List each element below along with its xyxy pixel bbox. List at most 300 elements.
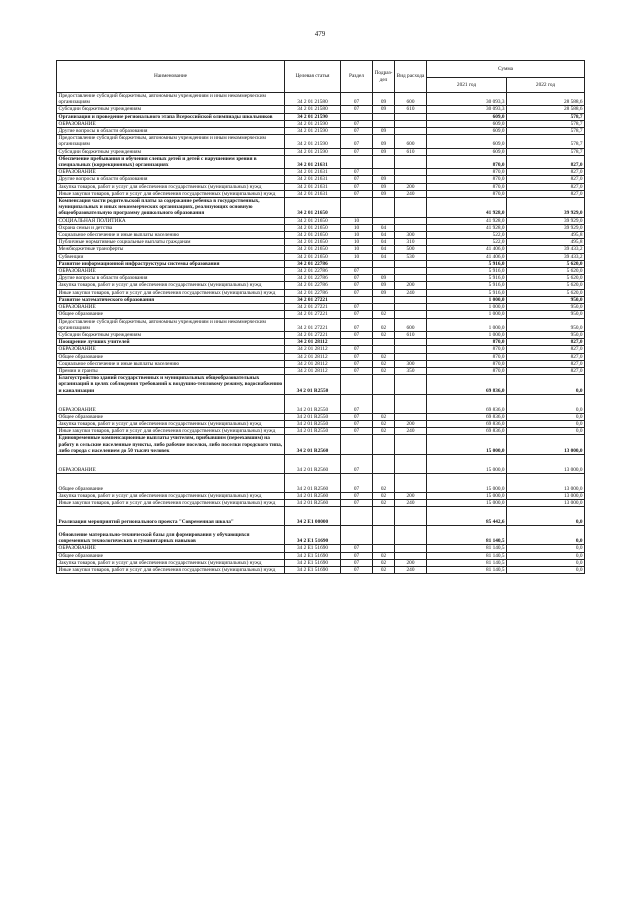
cell-section: 07 bbox=[341, 289, 373, 296]
cell-amount-2021: 15 000,0 bbox=[427, 500, 507, 507]
cell-target-code: 34 2 E1 51690 bbox=[285, 526, 341, 545]
cell-expense-type bbox=[395, 339, 427, 346]
cell-name: Иные закупки товаров, работ и услуг для обеспечения государственных (муниципальных) нужд bbox=[57, 500, 285, 507]
cell-subsection bbox=[373, 526, 395, 545]
header-subsection: Подраз-дел bbox=[373, 61, 395, 93]
cell-subsection: 02 bbox=[373, 492, 395, 499]
cell-target-code: 34 2 E1 51690 bbox=[285, 552, 341, 559]
cell-subsection bbox=[373, 120, 395, 127]
cell-name: Субсидии бюджетным учреждениям bbox=[57, 148, 285, 155]
cell-amount-2022: 5 620,0 bbox=[507, 268, 585, 275]
cell-amount-2022: 39 929,0 bbox=[507, 198, 585, 218]
header-year-2021: 2021 год bbox=[427, 78, 507, 93]
cell-name: Субсидии бюджетным учреждениям bbox=[57, 106, 285, 113]
cell-section: 07 bbox=[341, 346, 373, 353]
header-code: Целевая статья bbox=[285, 61, 341, 93]
cell-expense-type bbox=[395, 413, 427, 420]
cell-section: 07 bbox=[341, 275, 373, 282]
cell-amount-2021: 69 836,0 bbox=[427, 420, 507, 427]
table-row bbox=[57, 106, 585, 113]
cell-expense-type bbox=[395, 552, 427, 559]
table-row bbox=[57, 128, 585, 135]
cell-expense-type: 300 bbox=[395, 232, 427, 239]
cell-amount-2021: 69 836,0 bbox=[427, 428, 507, 435]
table-row bbox=[57, 224, 585, 231]
cell-section: 07 bbox=[341, 360, 373, 367]
cell-name: Благоустройство зданий государственных и муниципальных общеобразовательных организаций в целях соблюдения требований к воздушно-тепловому режиму, водоснабжению и канализации bbox=[57, 375, 285, 395]
cell-amount-2022: 827,0 bbox=[507, 169, 585, 176]
cell-amount-2021: 41 928,0 bbox=[427, 224, 507, 231]
cell-expense-type: 200 bbox=[395, 492, 427, 499]
cell-name: ОБРАЗОВАНИЕ bbox=[57, 454, 285, 473]
table-row bbox=[57, 275, 585, 282]
cell-subsection bbox=[373, 217, 395, 224]
cell-amount-2021: 15 000,0 bbox=[427, 454, 507, 473]
cell-expense-type: 310 bbox=[395, 239, 427, 246]
cell-name: ОБРАЗОВАНИЕ bbox=[57, 304, 285, 311]
cell-section: 10 bbox=[341, 246, 373, 253]
cell-section: 07 bbox=[341, 545, 373, 552]
cell-amount-2022: 13 000,0 bbox=[507, 473, 585, 492]
cell-name: Закупка товаров, работ и услуг для обеспечения государственных (муниципальных) нужд bbox=[57, 492, 285, 499]
cell-amount-2021: 15 000,0 bbox=[427, 492, 507, 499]
cell-target-code: 34 2 01 R2550 bbox=[285, 428, 341, 435]
cell-amount-2021: 81 140,5 bbox=[427, 559, 507, 566]
cell-subsection: 09 bbox=[373, 106, 395, 113]
cell-target-code: 34 2 01 28112 bbox=[285, 360, 341, 367]
cell-target-code: 34 2 01 R2560 bbox=[285, 454, 341, 473]
cell-subsection bbox=[373, 346, 395, 353]
cell-target-code: 34 2 01 27221 bbox=[285, 304, 341, 311]
table-row bbox=[57, 492, 585, 499]
cell-name: Развитие математического образования bbox=[57, 296, 285, 303]
cell-name: Социальное обеспечение и иные выплаты населению bbox=[57, 360, 285, 367]
cell-subsection bbox=[373, 169, 395, 176]
cell-amount-2022: 950,0 bbox=[507, 304, 585, 311]
cell-amount-2022: 827,0 bbox=[507, 176, 585, 183]
cell-target-code: 34 2 01 28112 bbox=[285, 346, 341, 353]
cell-section: 07 bbox=[341, 169, 373, 176]
cell-expense-type bbox=[395, 435, 427, 455]
cell-subsection: 04 bbox=[373, 239, 395, 246]
cell-name: Субсидии бюджетным учреждениям bbox=[57, 331, 285, 338]
cell-amount-2022: 39 929,0 bbox=[507, 217, 585, 224]
cell-amount-2021: 1 000,0 bbox=[427, 304, 507, 311]
cell-section: 07 bbox=[341, 93, 373, 106]
cell-expense-type bbox=[395, 224, 427, 231]
cell-amount-2022: 827,0 bbox=[507, 339, 585, 346]
cell-name: Организация и проведение регионального этапа Всероссийской олимпиады школьников bbox=[57, 113, 285, 120]
table-row bbox=[57, 253, 585, 260]
cell-expense-type bbox=[395, 304, 427, 311]
cell-target-code: 34 2 E1 51690 bbox=[285, 545, 341, 552]
cell-target-code: 34 2 E1 51690 bbox=[285, 566, 341, 573]
cell-section: 07 bbox=[341, 268, 373, 275]
cell-section: 10 bbox=[341, 253, 373, 260]
cell-section: 10 bbox=[341, 239, 373, 246]
cell-target-code: 34 2 01 R2550 bbox=[285, 413, 341, 420]
cell-amount-2021: 870,0 bbox=[427, 183, 507, 190]
cell-name: Межбюджетные трансферты bbox=[57, 246, 285, 253]
cell-expense-type bbox=[395, 507, 427, 526]
cell-amount-2022: 0,0 bbox=[507, 375, 585, 395]
cell-expense-type bbox=[395, 120, 427, 127]
cell-section: 07 bbox=[341, 473, 373, 492]
cell-target-code: 34 2 01 R2560 bbox=[285, 473, 341, 492]
table-row bbox=[57, 311, 585, 318]
cell-name: Охрана семьи и детства bbox=[57, 224, 285, 231]
cell-amount-2021: 870,0 bbox=[427, 176, 507, 183]
cell-amount-2022: 578,7 bbox=[507, 128, 585, 135]
header-sum: Сумма bbox=[427, 61, 585, 78]
cell-section: 07 bbox=[341, 394, 373, 413]
table-row bbox=[57, 394, 585, 413]
cell-section: 07 bbox=[341, 304, 373, 311]
table-row bbox=[57, 183, 585, 190]
cell-subsection: 09 bbox=[373, 176, 395, 183]
cell-section: 07 bbox=[341, 367, 373, 374]
cell-amount-2021: 1 000,0 bbox=[427, 331, 507, 338]
cell-name: ОБРАЗОВАНИЕ bbox=[57, 268, 285, 275]
cell-subsection: 04 bbox=[373, 246, 395, 253]
cell-subsection: 02 bbox=[373, 552, 395, 559]
cell-name: Общее образование bbox=[57, 311, 285, 318]
cell-amount-2022: 495,8 bbox=[507, 239, 585, 246]
cell-subsection: 02 bbox=[373, 360, 395, 367]
cell-name: Компенсация части родительской платы за содержание ребенка в государственных, муниципальных и иных некоммерческих организациях, реализующих основную общеобразовательную программу дошкольного образования bbox=[57, 198, 285, 218]
cell-amount-2022: 13 000,0 bbox=[507, 500, 585, 507]
cell-amount-2022: 827,0 bbox=[507, 155, 585, 168]
cell-amount-2021: 81 140,5 bbox=[427, 566, 507, 573]
cell-name: Субвенции bbox=[57, 253, 285, 260]
cell-section: 07 bbox=[341, 176, 373, 183]
cell-section: 07 bbox=[341, 106, 373, 113]
cell-expense-type bbox=[395, 128, 427, 135]
table-row bbox=[57, 413, 585, 420]
table-row bbox=[57, 566, 585, 573]
cell-amount-2021: 5 916,0 bbox=[427, 260, 507, 267]
cell-amount-2022: 0,0 bbox=[507, 526, 585, 545]
cell-amount-2022: 950,0 bbox=[507, 331, 585, 338]
cell-target-code: 34 2 01 21650 bbox=[285, 253, 341, 260]
table-row bbox=[57, 559, 585, 566]
cell-amount-2021: 5 916,0 bbox=[427, 268, 507, 275]
cell-name: Премии и гранты bbox=[57, 367, 285, 374]
cell-name: Общее образование bbox=[57, 552, 285, 559]
cell-subsection bbox=[373, 507, 395, 526]
cell-target-code: 34 2 01 21580 bbox=[285, 93, 341, 106]
cell-subsection: 09 bbox=[373, 275, 395, 282]
cell-amount-2022: 39 433,2 bbox=[507, 253, 585, 260]
cell-name: ОБРАЗОВАНИЕ bbox=[57, 346, 285, 353]
cell-amount-2022: 13 000,0 bbox=[507, 454, 585, 473]
header-type: Вид расхода bbox=[395, 61, 427, 93]
cell-subsection: 02 bbox=[373, 559, 395, 566]
cell-name: Общее образование bbox=[57, 413, 285, 420]
table-row bbox=[57, 552, 585, 559]
cell-expense-type bbox=[395, 176, 427, 183]
cell-target-code: 34 2 01 22786 bbox=[285, 282, 341, 289]
cell-amount-2021: 609,0 bbox=[427, 113, 507, 120]
cell-target-code: 34 2 01 21650 bbox=[285, 198, 341, 218]
cell-amount-2022: 13 000,0 bbox=[507, 492, 585, 499]
table-row bbox=[57, 176, 585, 183]
cell-subsection bbox=[373, 268, 395, 275]
table-row bbox=[57, 246, 585, 253]
table-row bbox=[57, 113, 585, 120]
cell-section: 07 bbox=[341, 128, 373, 135]
cell-amount-2021: 522,0 bbox=[427, 232, 507, 239]
cell-name: Обновление материально-технической базы для формирования у обучающихся современных технологических и гуманитарных навыков bbox=[57, 526, 285, 545]
cell-amount-2021: 81 140,5 bbox=[427, 526, 507, 545]
cell-expense-type: 240 bbox=[395, 566, 427, 573]
cell-subsection: 09 bbox=[373, 183, 395, 190]
table-row bbox=[57, 428, 585, 435]
cell-expense-type bbox=[395, 353, 427, 360]
cell-amount-2021: 30 093,3 bbox=[427, 93, 507, 106]
table-row bbox=[57, 454, 585, 473]
cell-amount-2021: 30 093,3 bbox=[427, 106, 507, 113]
cell-subsection: 04 bbox=[373, 232, 395, 239]
cell-expense-type: 530 bbox=[395, 253, 427, 260]
cell-expense-type bbox=[395, 155, 427, 168]
cell-section: 07 bbox=[341, 552, 373, 559]
cell-expense-type bbox=[395, 473, 427, 492]
cell-target-code: 34 2 01 21650 bbox=[285, 246, 341, 253]
cell-amount-2022: 0,0 bbox=[507, 507, 585, 526]
cell-expense-type: 600 bbox=[395, 135, 427, 148]
cell-amount-2022: 827,0 bbox=[507, 353, 585, 360]
table-row bbox=[57, 375, 585, 395]
table-row bbox=[57, 339, 585, 346]
table-row bbox=[57, 282, 585, 289]
cell-expense-type bbox=[395, 260, 427, 267]
cell-expense-type: 600 bbox=[395, 318, 427, 331]
cell-expense-type: 500 bbox=[395, 246, 427, 253]
cell-subsection: 09 bbox=[373, 190, 395, 197]
cell-subsection: 09 bbox=[373, 128, 395, 135]
cell-name: Общее образование bbox=[57, 353, 285, 360]
cell-target-code: 34 2 01 21631 bbox=[285, 190, 341, 197]
cell-subsection bbox=[373, 394, 395, 413]
cell-expense-type bbox=[395, 526, 427, 545]
cell-amount-2022: 0,0 bbox=[507, 428, 585, 435]
cell-name: Предоставление субсидий бюджетным, автономным учреждениям и иным некоммерческим организациям bbox=[57, 93, 285, 106]
cell-amount-2022: 0,0 bbox=[507, 545, 585, 552]
cell-section: 07 bbox=[341, 331, 373, 338]
cell-target-code: 34 2 01 21590 bbox=[285, 135, 341, 148]
cell-amount-2021: 41 406,0 bbox=[427, 246, 507, 253]
table-row bbox=[57, 135, 585, 148]
cell-amount-2022: 13 000,0 bbox=[507, 435, 585, 455]
cell-subsection bbox=[373, 198, 395, 218]
cell-section: 07 bbox=[341, 566, 373, 573]
cell-amount-2021: 870,0 bbox=[427, 190, 507, 197]
cell-amount-2021: 609,0 bbox=[427, 120, 507, 127]
cell-target-code: 34 2 01 21650 bbox=[285, 217, 341, 224]
cell-subsection: 04 bbox=[373, 253, 395, 260]
cell-target-code: 34 2 01 22786 bbox=[285, 289, 341, 296]
cell-amount-2021: 41 928,0 bbox=[427, 217, 507, 224]
cell-target-code: 34 2 01 21650 bbox=[285, 224, 341, 231]
table-row bbox=[57, 198, 585, 218]
cell-section: 07 bbox=[341, 559, 373, 566]
cell-subsection bbox=[373, 304, 395, 311]
cell-amount-2021: 5 916,0 bbox=[427, 282, 507, 289]
cell-amount-2022: 39 929,0 bbox=[507, 224, 585, 231]
cell-name: Закупка товаров, работ и услуг для обеспечения государственных (муниципальных) нужд bbox=[57, 559, 285, 566]
cell-target-code: 34 2 01 21650 bbox=[285, 239, 341, 246]
cell-expense-type: 610 bbox=[395, 106, 427, 113]
cell-name: Развитие информационной инфраструктуры системы образования bbox=[57, 260, 285, 267]
cell-section bbox=[341, 507, 373, 526]
cell-name: Закупка товаров, работ и услуг для обеспечения государственных (муниципальных) нужд bbox=[57, 282, 285, 289]
cell-target-code: 34 2 01 R2550 bbox=[285, 420, 341, 427]
cell-target-code: 34 2 01 R2560 bbox=[285, 500, 341, 507]
cell-target-code: 34 2 01 22786 bbox=[285, 275, 341, 282]
cell-section: 10 bbox=[341, 232, 373, 239]
table-row bbox=[57, 304, 585, 311]
cell-name: Закупка товаров, работ и услуг для обеспечения государственных (муниципальных) нужд bbox=[57, 183, 285, 190]
cell-subsection: 02 bbox=[373, 367, 395, 374]
table-row bbox=[57, 190, 585, 197]
cell-target-code: 34 2 01 21631 bbox=[285, 176, 341, 183]
cell-expense-type bbox=[395, 545, 427, 552]
cell-expense-type bbox=[395, 113, 427, 120]
cell-section: 07 bbox=[341, 353, 373, 360]
cell-amount-2022: 827,0 bbox=[507, 360, 585, 367]
cell-name: Иные закупки товаров, работ и услуг для обеспечения государственных (муниципальных) нужд bbox=[57, 289, 285, 296]
cell-subsection bbox=[373, 296, 395, 303]
cell-amount-2021: 41 406,0 bbox=[427, 253, 507, 260]
cell-subsection bbox=[373, 454, 395, 473]
cell-amount-2021: 15 000,0 bbox=[427, 473, 507, 492]
cell-target-code: 34 2 01 28112 bbox=[285, 353, 341, 360]
cell-amount-2021: 81 140,5 bbox=[427, 545, 507, 552]
cell-target-code: 34 2 01 21590 bbox=[285, 128, 341, 135]
cell-amount-2022: 5 620,0 bbox=[507, 282, 585, 289]
table-row bbox=[57, 331, 585, 338]
cell-target-code: 34 2 01 21590 bbox=[285, 113, 341, 120]
cell-section bbox=[341, 155, 373, 168]
cell-target-code: 34 2 01 27221 bbox=[285, 311, 341, 318]
cell-name: Единовременные компенсационные выплаты учителям, прибывшим (переехавшим) на работу в сельские населенные пункты, либо рабочие поселки, либо поселки городского типа, либо города с населением до 50 тысяч человек bbox=[57, 435, 285, 455]
cell-expense-type: 610 bbox=[395, 331, 427, 338]
cell-name: Социальное обеспечение и иные выплаты населению bbox=[57, 232, 285, 239]
cell-target-code: 34 2 01 28112 bbox=[285, 339, 341, 346]
cell-target-code: 34 2 E1 00000 bbox=[285, 507, 341, 526]
table-row bbox=[57, 500, 585, 507]
cell-subsection: 02 bbox=[373, 566, 395, 573]
cell-subsection: 02 bbox=[373, 331, 395, 338]
cell-name: ОБРАЗОВАНИЕ bbox=[57, 169, 285, 176]
cell-expense-type: 600 bbox=[395, 93, 427, 106]
cell-amount-2022: 950,0 bbox=[507, 296, 585, 303]
cell-amount-2021: 1 000,0 bbox=[427, 296, 507, 303]
header-section: Раздел bbox=[341, 61, 373, 93]
cell-expense-type: 240 bbox=[395, 428, 427, 435]
cell-amount-2021: 69 836,0 bbox=[427, 413, 507, 420]
cell-amount-2022: 28 588,6 bbox=[507, 93, 585, 106]
table-row bbox=[57, 420, 585, 427]
cell-expense-type bbox=[395, 394, 427, 413]
cell-amount-2022: 578,7 bbox=[507, 113, 585, 120]
cell-name: Общее образование bbox=[57, 473, 285, 492]
cell-expense-type: 240 bbox=[395, 190, 427, 197]
cell-expense-type bbox=[395, 375, 427, 395]
cell-amount-2021: 85 442,6 bbox=[427, 507, 507, 526]
cell-section bbox=[341, 339, 373, 346]
cell-section bbox=[341, 296, 373, 303]
table-row bbox=[57, 289, 585, 296]
cell-name: Реализация мероприятий регионального проекта "Современная школа" bbox=[57, 507, 285, 526]
cell-target-code: 34 2 01 21650 bbox=[285, 232, 341, 239]
table-row bbox=[57, 296, 585, 303]
cell-amount-2022: 950,0 bbox=[507, 318, 585, 331]
cell-expense-type: 350 bbox=[395, 367, 427, 374]
cell-target-code: 34 2 01 R2550 bbox=[285, 394, 341, 413]
cell-section bbox=[341, 113, 373, 120]
table-body bbox=[57, 93, 585, 574]
cell-amount-2022: 0,0 bbox=[507, 552, 585, 559]
cell-expense-type: 200 bbox=[395, 559, 427, 566]
cell-amount-2021: 81 140,5 bbox=[427, 552, 507, 559]
cell-amount-2022: 578,7 bbox=[507, 120, 585, 127]
cell-target-code: 34 2 01 21631 bbox=[285, 169, 341, 176]
cell-section: 07 bbox=[341, 413, 373, 420]
cell-amount-2021: 870,0 bbox=[427, 353, 507, 360]
cell-expense-type: 240 bbox=[395, 500, 427, 507]
cell-target-code: 34 2 01 21580 bbox=[285, 106, 341, 113]
table-row bbox=[57, 268, 585, 275]
cell-amount-2021: 69 836,0 bbox=[427, 375, 507, 395]
cell-expense-type: 200 bbox=[395, 420, 427, 427]
cell-name: ОБРАЗОВАНИЕ bbox=[57, 394, 285, 413]
cell-amount-2021: 609,0 bbox=[427, 148, 507, 155]
cell-subsection bbox=[373, 260, 395, 267]
cell-subsection bbox=[373, 339, 395, 346]
cell-subsection bbox=[373, 545, 395, 552]
table-row bbox=[57, 148, 585, 155]
cell-target-code: 34 2 01 21590 bbox=[285, 148, 341, 155]
cell-subsection: 02 bbox=[373, 318, 395, 331]
cell-expense-type bbox=[395, 217, 427, 224]
cell-expense-type bbox=[395, 275, 427, 282]
cell-name: Публичные нормативные социальные выплаты гражданам bbox=[57, 239, 285, 246]
cell-amount-2021: 870,0 bbox=[427, 367, 507, 374]
cell-expense-type: 610 bbox=[395, 148, 427, 155]
cell-section: 07 bbox=[341, 311, 373, 318]
cell-amount-2022: 827,0 bbox=[507, 190, 585, 197]
cell-section: 10 bbox=[341, 224, 373, 231]
table-row bbox=[57, 473, 585, 492]
cell-amount-2021: 69 836,0 bbox=[427, 394, 507, 413]
cell-name: Предоставление субсидий бюджетным, автономным учреждениям и иным некоммерческим организациям bbox=[57, 135, 285, 148]
cell-target-code: 34 2 01 R2560 bbox=[285, 492, 341, 499]
cell-expense-type: 240 bbox=[395, 289, 427, 296]
cell-subsection: 09 bbox=[373, 148, 395, 155]
cell-target-code: 34 2 01 27221 bbox=[285, 296, 341, 303]
cell-target-code: 34 2 01 27221 bbox=[285, 318, 341, 331]
cell-amount-2021: 1 000,0 bbox=[427, 311, 507, 318]
table-row bbox=[57, 155, 585, 168]
cell-section: 07 bbox=[341, 183, 373, 190]
header-name: Наименование bbox=[57, 61, 285, 93]
table-row bbox=[57, 353, 585, 360]
cell-target-code: 34 2 E1 51690 bbox=[285, 559, 341, 566]
cell-subsection: 02 bbox=[373, 311, 395, 318]
table-row bbox=[57, 120, 585, 127]
